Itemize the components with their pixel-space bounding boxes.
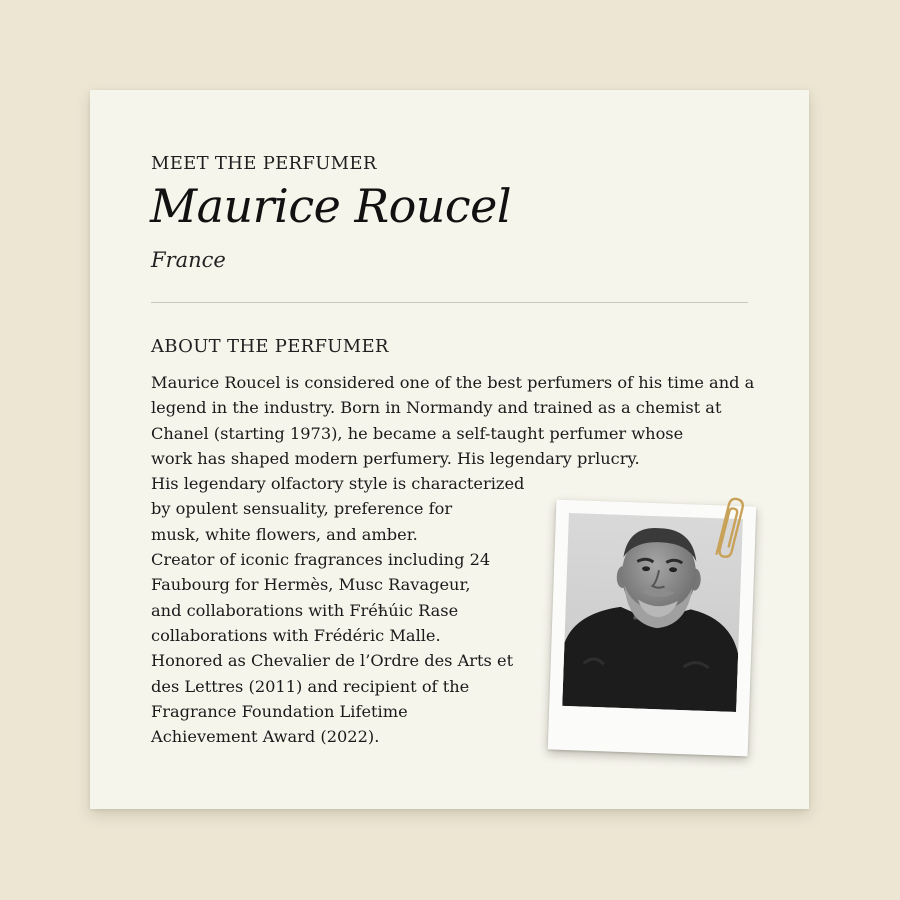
bio-line: musk, white flowers, and amber. — [151, 524, 418, 544]
perfumer-name: Maurice Roucel — [150, 179, 512, 233]
bio-line: legend in the industry. Born in Normandy and trained as a chemist at — [151, 398, 722, 418]
bio-line: His legendary olfactory style is characterized — [151, 474, 525, 494]
perfumer-card — [90, 90, 809, 809]
bio-line: by opulent sensuality, preference for — [151, 499, 453, 519]
perfumer-country: France — [151, 248, 226, 272]
bio-line: Maurice Roucel is considered one of the best perfumers of his time and a — [151, 373, 755, 392]
bio-line: Fragrance Foundation Lifetime — [151, 701, 408, 721]
bio-line: Creator of iconic fragrances including 24 — [151, 550, 491, 570]
bio-line: collaborations with Frédéric Malle. — [151, 625, 441, 645]
bio-line: Faubourg for Hermès, Musc Ravageur, — [151, 575, 471, 595]
bio-line: Achievement Award (2022). — [151, 727, 380, 747]
bio-line: des Lettres (2011) and recipient of the — [151, 676, 470, 696]
about-title: ABOUT THE PERFUMER — [151, 336, 389, 357]
bio-line: work has shaped modern perfumery. His legendary prlucry. — [151, 448, 640, 468]
bio-line: Chanel (starting 1973), he became a self-taught perfumer whose — [151, 423, 684, 443]
eyebrow-label: MEET THE PERFUMER — [151, 153, 377, 174]
bio-line: Honored as Chevalier de l’Ordre des Arts et — [151, 651, 514, 671]
section-divider — [151, 302, 748, 303]
bio-line: and collaborations with Fréћúic Rase — [151, 600, 459, 620]
